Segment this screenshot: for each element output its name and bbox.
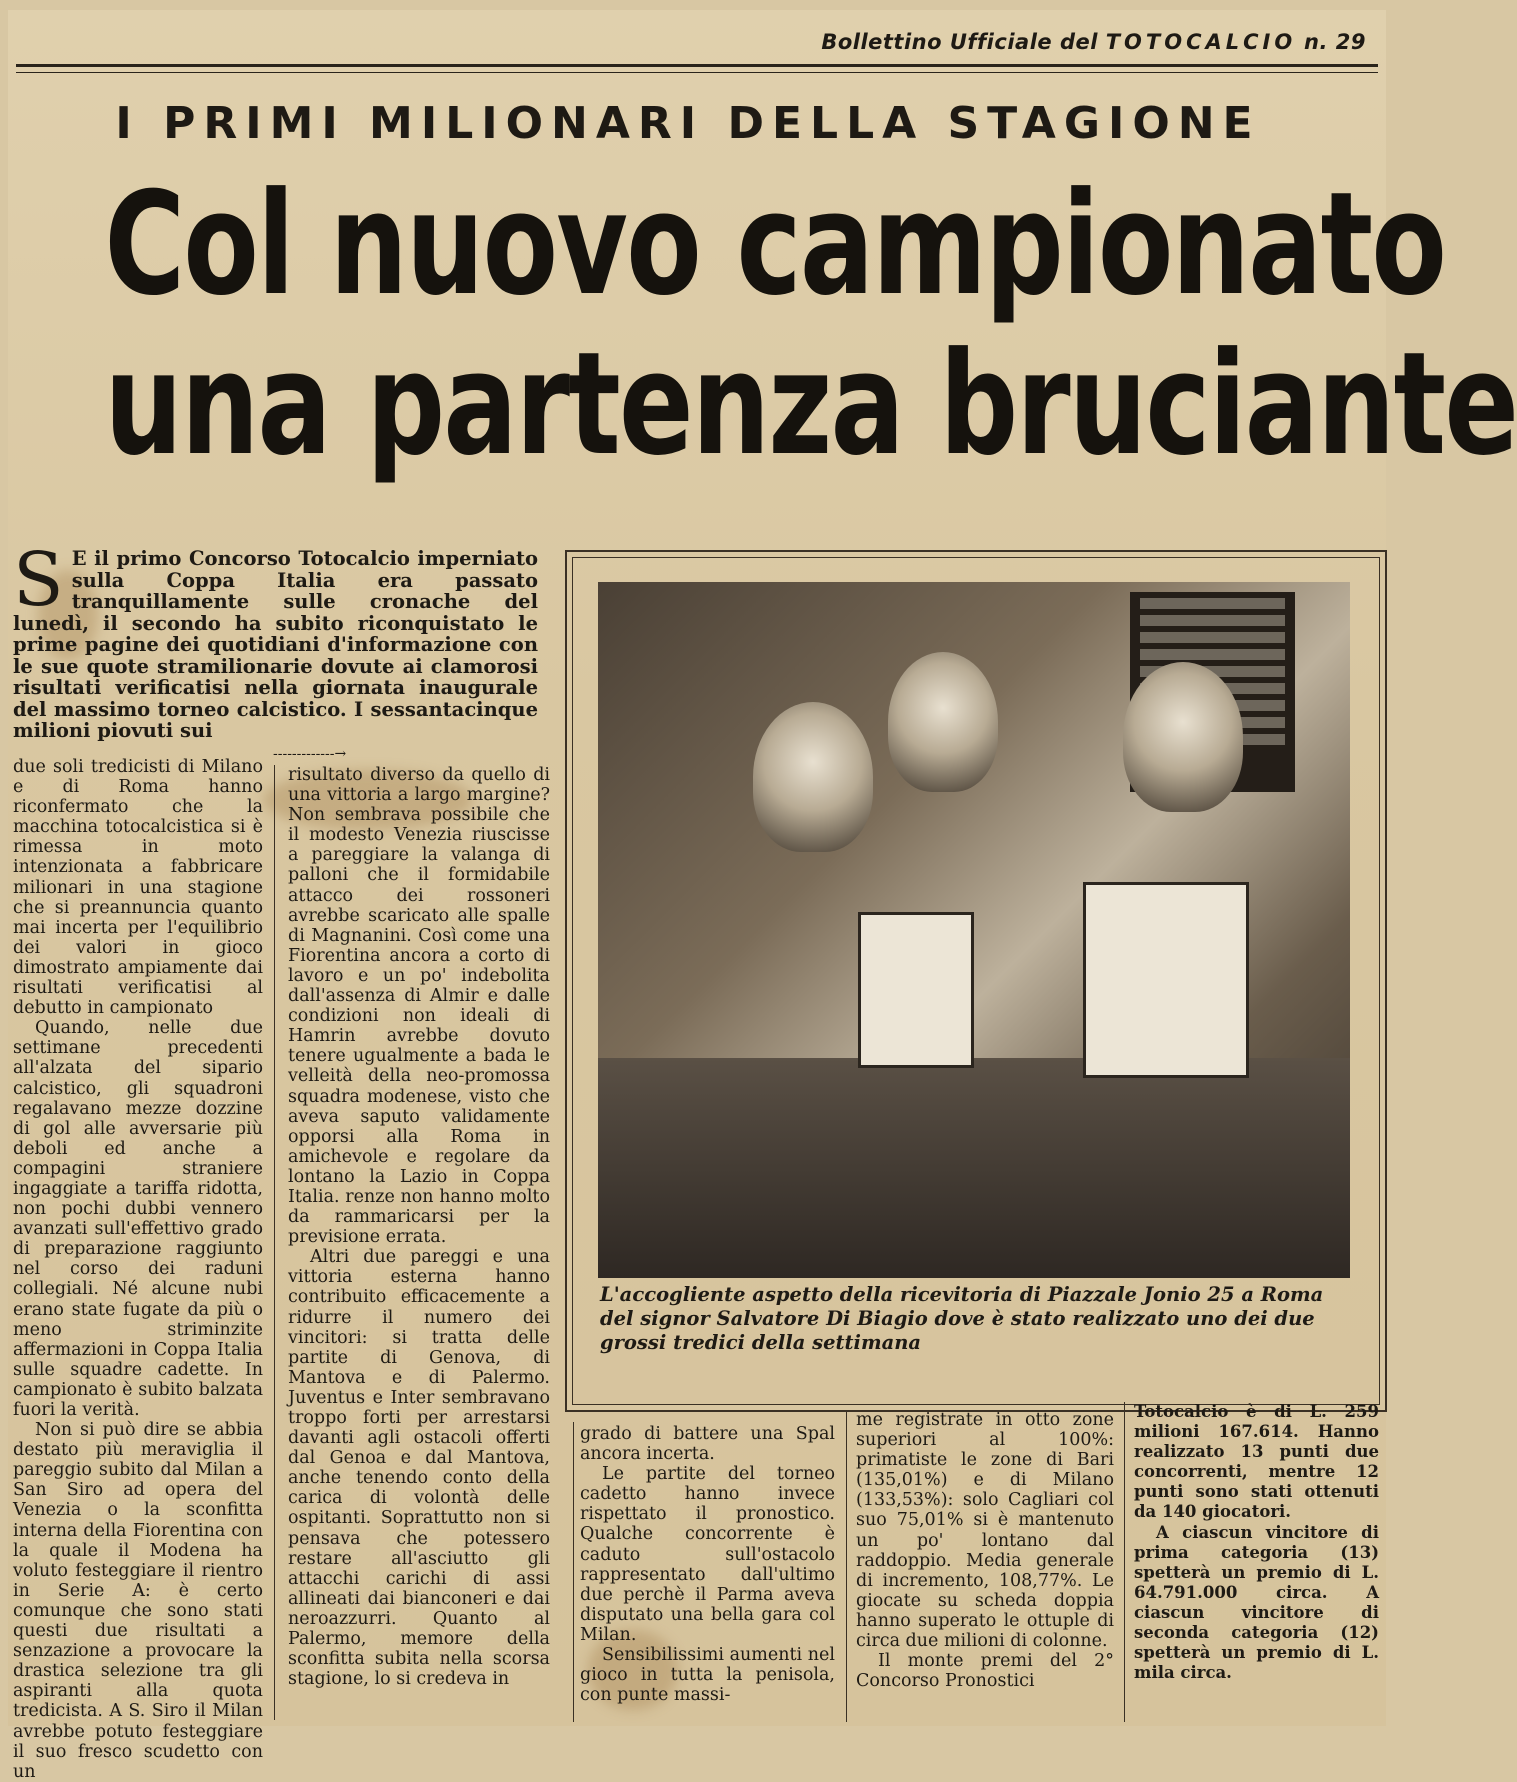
kicker: I PRIMI MILIONARI DELLA STAGIONE: [115, 98, 1261, 149]
paragraph: risultato diverso da quello di una vittoria a largo margine? Non sembrava possibile che il modesto Venezia riuscisse a pareggiare la valanga di palloni che il formidabile attacco dei rossoneri avrebbe scaricato alle spalle di Magnanini. Così come una Fiorentina ancora a corto di lavoro e un po' indebolita dall'assenza di Almir e dalle condizioni non ideali di Hamrin avrebbe dovuto tenere ugualmente a bada le velleità della neo-promossa squadra modenese, visto che aveva saputo validamente opporsi alla Roma in amichevole e regolare da lontano la Lazio in Coppa Italia. renze non hanno molto da rammaricarsi per la previsione errata.: [288, 765, 550, 1248]
running-header-number: n. 29: [1304, 30, 1366, 54]
newspaper-page: [8, 10, 1517, 1782]
column-rule: [846, 1410, 847, 1722]
paragraph: Totocalcio è di L. 259 milioni 167.614. Hanno realizzato 13 punti due concorrenti, mentre 12 punti sono stati ottenuti da 140 giocatori.: [1134, 1402, 1379, 1522]
paragraph: Altri due pareggi e una vittoria esterna hanno contribuito efficacemente a ridurre il numero dei vincitori: si tratta delle partite di Genova, di Mantova e di Palermo. Juventus e Inter sembravano troppo forti per arrestarsi davanti agli ostacoli offerti dal Genoa e dal Mantova, anche tenendo conto della carica di volontà delle ospitanti. Soprattutto non si pensava che potessero restare all'asciutto gli attacchi carichi di assi allineati dai bianconeri e dai neroazzurri. Quanto al Palermo, memore della sconfitta subita nella scorsa stagione, lo si credeva in: [288, 1247, 550, 1690]
man-figure: [888, 652, 998, 792]
paragraph: A ciascun vincitore di prima categoria (13) spetterà un premio di L. 64.791.000 circa. A ciascun vincitore di seconda categoria (12) spetterà un premio di L. mila circa.: [1134, 1522, 1379, 1683]
continuation-arrow: -------------→: [273, 746, 347, 762]
paragraph: Il monte premi del 2° Concorso Pronostici: [856, 1651, 1114, 1692]
youth-figure: [1123, 662, 1243, 812]
column-5: [1134, 1402, 1379, 1683]
column-rule: [274, 765, 275, 1720]
paragraph: Sensibilissimi aumenti nel gioco in tutta la penisola, con punte massi-: [580, 1645, 835, 1706]
column-3: [580, 1424, 835, 1705]
paragraph: due soli tredicisti di Milano e di Roma hanno riconfermato che la macchina totocalcistica si è rimessa in moto intenzionata a fabbricare milionari in una stagione che si preannuncia quanto mai incerta per l'equilibrio dei valori in gioco dimostrato ampiamente dai risultati verificatisi al debutto in campionato: [13, 757, 263, 1019]
headline-line-1: Col nuovo campionato: [104, 162, 1446, 327]
paragraph: me registrate in otto zone superiori al 100%: primatiste le zone di Bari (135,01%) e di Milano (133,53%): solo Cagliari col suo 75,01% si è mantenuto un po' lontano dal raddoppio. Media generale di incremento, 108,77%. Le giocate su scheda doppia hanno superato le ottuple di circa due milioni di colonne.: [856, 1410, 1114, 1652]
column-1: [13, 757, 263, 1782]
column-2: [288, 765, 550, 1689]
running-header-brand: TOTOCALCIO: [1105, 30, 1297, 54]
running-header: [821, 30, 1366, 54]
small-poster: [858, 912, 974, 1068]
paragraph: grado di battere una Spal ancora incerta.: [580, 1424, 835, 1465]
lead-text: E il primo Concorso Totocalcio imperniato sulla Coppa Italia era passato tranquillamente sulle cronache del lunedì, il secondo ha subito riconquistato le prime pagine dei quotidiani d'informazione con le sue quote stramilionarie dovute ai clamorosi risultati verificatisi nella giornata inaugurale del massimo torneo calcistico. I sessantacinque milioni piovuti sui: [13, 547, 538, 742]
column-rule: [1124, 1402, 1125, 1722]
running-header-prefix: Bollettino Ufficiale del: [821, 30, 1098, 54]
woman-figure: [753, 702, 873, 852]
shop-photo: [598, 582, 1350, 1278]
drop-cap: S: [13, 537, 64, 623]
column-rule: [573, 1422, 574, 1722]
header-rule: [16, 64, 1378, 73]
lead-paragraph: [13, 537, 538, 742]
shop-counter: [598, 1058, 1350, 1278]
paragraph: Non si può dire se abbia destato più meraviglia il pareggio subito dal Milan a San Siro ad opera del Venezia o la sconfitta interna della Fiorentina con la quale il Modena ha voluto festeggiare il rientro in Serie A: è certo comunque che sono stati questi due risultati a senzazione a provocare la drastica selezione tra gli aspiranti alla quota tredicista. A S. Siro il Milan avrebbe potuto festeggiare il suo fresco scudetto con un: [13, 1420, 263, 1782]
photo-caption: L'accogliente aspetto della ricevitoria di Piazzale Jonio 25 a Roma del signor Salvatore Di Biagio dove è stato realizzato uno dei due grossi tredici della settimana: [600, 1283, 1324, 1354]
column-4: [856, 1410, 1114, 1691]
paragraph: Quando, nelle due settimane precedenti all'alzata del sipario calcistico, gli squadroni regalavano mezze dozzine di gol alle avversarie più deboli ed anche a compagini straniere ingaggiate a tariffa ridotta, non pochi dubbi vennero avanzati sull'effettivo grado di preparazione raggiunto nel corso dei raduni collegiali. Né alcune nubi erano state fugate da più o meno striminzite affermazioni in Coppa Italia sulle squadre cadette. In campionato è subito balzata fuori la verità.: [13, 1018, 263, 1420]
headline-line-2: una partenza bruciante: [104, 322, 1517, 487]
bell-poster: [1083, 882, 1249, 1078]
paragraph: Le partite del torneo cadetto hanno invece rispettato il pronostico. Qualche concorrente è caduto sull'ostacolo rappresentato dall'ultimo due perchè il Parma aveva disputato una bella gara col Milan.: [580, 1464, 835, 1645]
